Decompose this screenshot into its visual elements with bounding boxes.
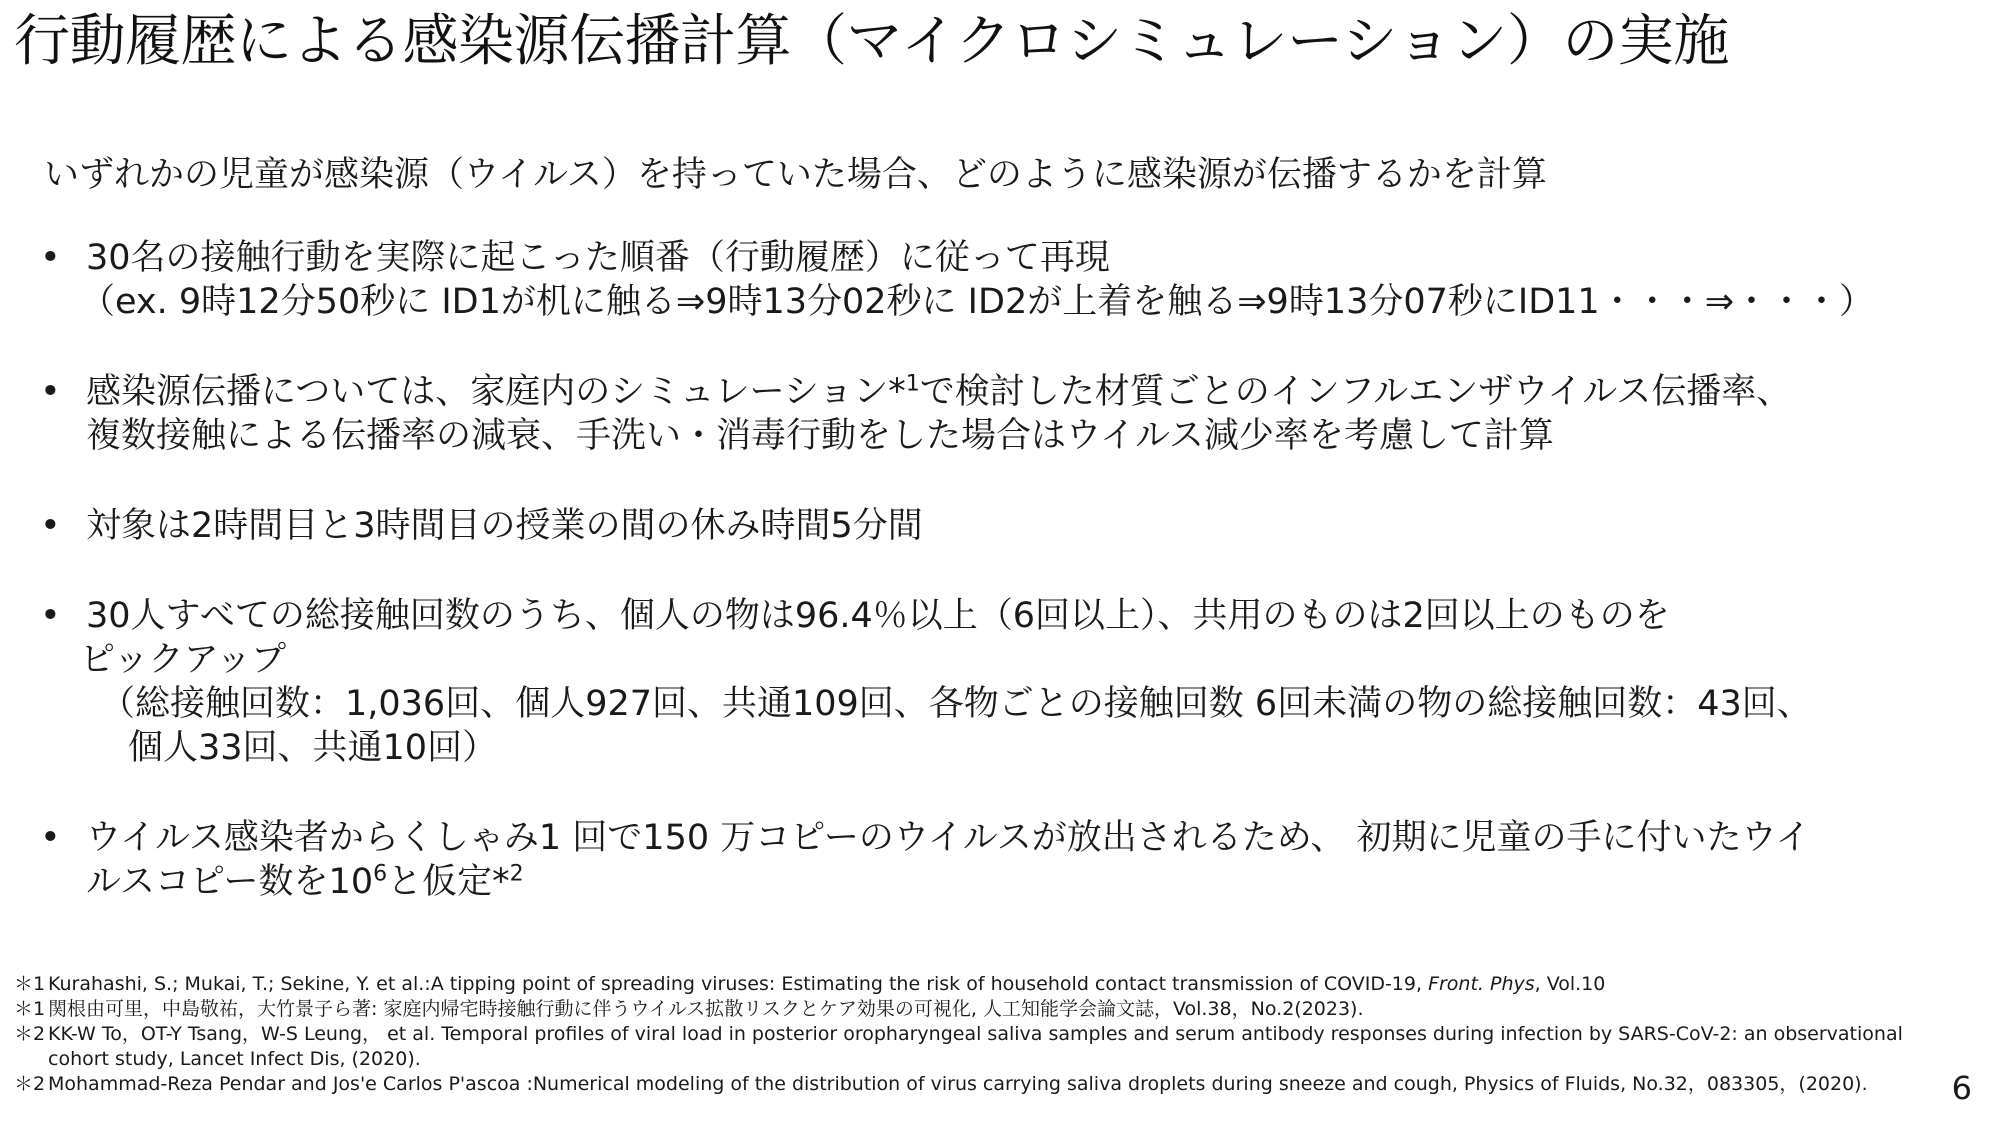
footnote-pendar <box>14 1072 1974 1097</box>
bullet-detail-text: （総接触回数：1,036回、個人927回、共通109回、各物ごとの接触回数 6回未満の物の総接触回数：43回、 <box>100 684 1812 724</box>
bullet-text-part: ルスコピー数を10 <box>86 862 374 902</box>
bullet-marker: • <box>40 818 61 858</box>
bullet-text-part: で検討した材質ごとのインフルエンザウイルス伝播率、 <box>919 372 1792 412</box>
bullet-item-reproduction <box>36 236 1976 324</box>
footnote-text: 関根由可里，中島敬祐，大竹景子ら著: 家庭内帰宅時接触行動に伴うウイルス拡散リスクとケア効果の可視化, 人工知能学会論文誌，Vol.38，No.2(2023). <box>48 998 1364 1020</box>
bullet-text-continuation: 複数接触による伝播率の減衰、手洗い・消毒行動をした場合はウイルス減少率を考慮して計算 <box>86 416 1554 456</box>
bullet-text-part: と仮定* <box>387 862 510 902</box>
bullet-marker: • <box>40 238 61 278</box>
footnote-mark: ＊1 <box>14 973 46 995</box>
footnote-mark: ＊2 <box>14 1073 46 1095</box>
footnote-mark: ＊1 <box>14 998 46 1020</box>
bullet-marker: • <box>40 596 61 636</box>
bullet-marker: • <box>40 506 61 546</box>
footnote-text: , Vol.10 <box>1534 973 1606 995</box>
bullet-detail-text: 個人33回、共通10回） <box>128 728 498 768</box>
footnote-ref: 2 <box>509 861 524 887</box>
bullet-text-continuation: ピックアップ <box>80 640 287 680</box>
intro-text: いずれかの児童が感染源（ウイルス）を持っていた場合、どのように感染源が伝播するかを計算 <box>44 155 1547 195</box>
footnote-journal: Front. Phys <box>1428 973 1535 995</box>
footnote-text: Mohammad-Reza Pendar and Jos'e Carlos P'ascoa :Numerical modeling of the distribution of virus carrying saliva droplets during sneeze and cough, Physics of Fluids, No.32，083305，(2020). <box>48 1073 1868 1095</box>
footnotes <box>14 972 1974 1097</box>
page-number: 6 <box>1951 1069 1972 1107</box>
footnote-to <box>14 1022 1974 1072</box>
footnote-mark: ＊2 <box>14 1023 46 1045</box>
bullet-item-initial-virus <box>36 816 1976 904</box>
footnote-ref: 1 <box>905 371 920 397</box>
footnote-sekine <box>14 997 1974 1022</box>
bullet-item-transmission <box>36 370 1976 458</box>
bullet-marker: • <box>40 372 61 412</box>
footnote-text-continuation: cohort study, Lancet Infect Dis, (2020). <box>48 1048 421 1070</box>
bullet-example-text: （ex. 9時12分50秒に ID1が机に触る⇒9時13分02秒に ID2が上着を触る⇒9時13分07秒にID11・・・⇒・・・） <box>80 282 1875 322</box>
slide-title: 行動履歴による感染源伝播計算（マイクロシミュレーション）の実施 <box>14 9 1729 74</box>
bullet-text: 30名の接触行動を実際に起こった順番（行動履歴）に従って再現 <box>86 238 1110 278</box>
bullet-list <box>36 236 1976 950</box>
bullet-text: ウイルス感染者からくしゃみ1 回で150 万コピーのウイルスが放出されるため、 初期に児童の手に付いたウイ <box>86 818 1811 858</box>
bullet-text: 30人すべての総接触回数のうち、個人の物は96.4％以上（6回以上）、共用のものは2回以上のものを <box>86 596 1670 636</box>
bullet-text-part: 感染源伝播については、家庭内のシミュレーション* <box>86 372 906 412</box>
bullet-item-contact-counts <box>36 594 1976 770</box>
bullet-item-target-period <box>36 504 1976 548</box>
bullet-text <box>86 370 1976 414</box>
bullet-text-continuation <box>86 860 1976 904</box>
footnote-text: Kurahashi, S.; Mukai, T.; Sekine, Y. et al.:A tipping point of spreading viruses: Estimating the risk of household contact transmission of COVID-19, <box>48 973 1429 995</box>
exponent: 6 <box>373 861 388 887</box>
bullet-text: 対象は2時間目と3時間目の授業の間の休み時間5分間 <box>86 506 923 546</box>
footnote-kurahashi <box>14 972 1974 997</box>
footnote-text: KK-W To，OT-Y Tsang，W-S Leung， et al. Temporal profiles of viral load in posterior oropharyngeal saliva samples and serum antibody responses during infection by SARS-CoV-2: an observational <box>48 1023 1903 1045</box>
